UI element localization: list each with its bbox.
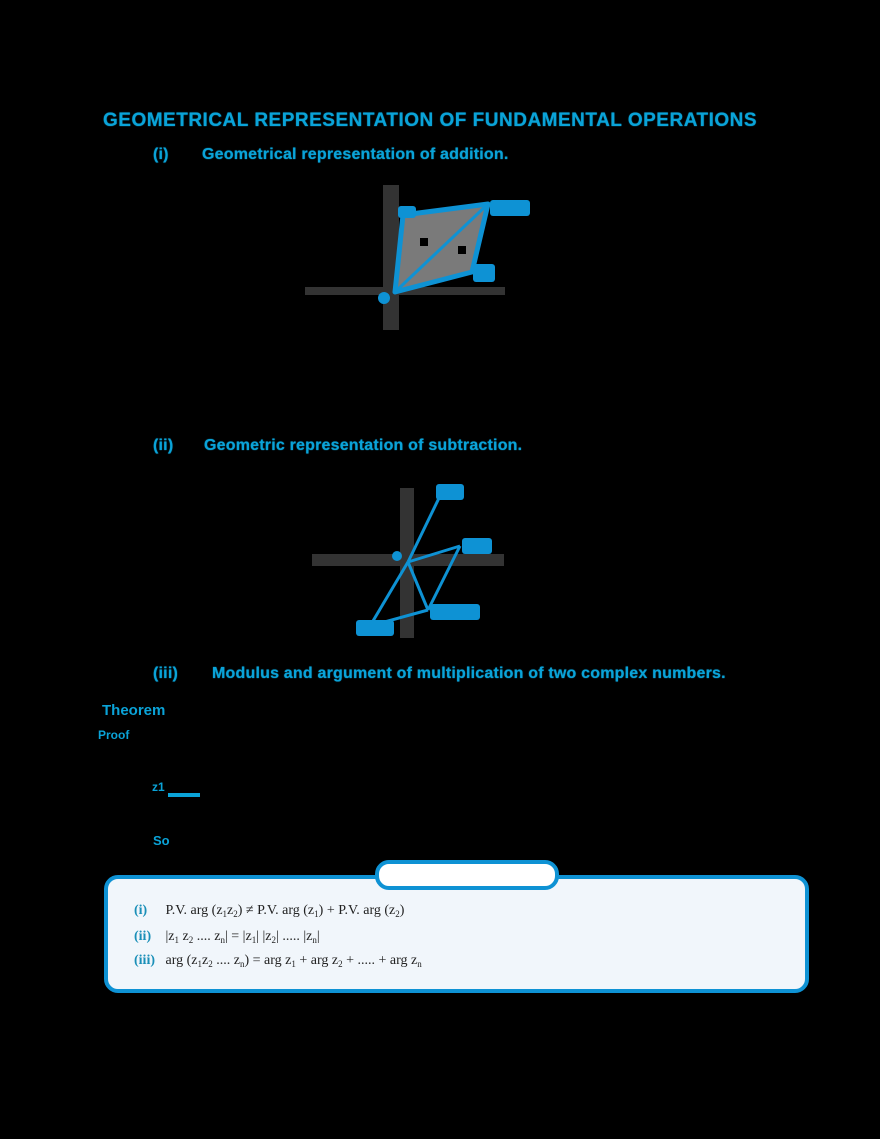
subsection-1-number: (i) [153, 146, 169, 163]
subsection-3-title: Modulus and argument of multiplication of two complex numbers. [212, 665, 726, 682]
proof-label: Proof [98, 728, 130, 742]
proof-fragment-z1: z1 [152, 780, 165, 794]
subsection-1-title: Geometrical representation of addition. [202, 146, 509, 163]
proof-fragment-line [168, 793, 200, 797]
p-label [462, 538, 492, 554]
note-tab [375, 860, 559, 890]
subsection-2-number: (ii) [153, 437, 174, 454]
origin-label [378, 292, 390, 304]
p-label [473, 264, 495, 282]
note-item-2-text: $|z_1$ $z_2$ .... $z_n| = |z_1|$ $|z_2|$ ..... $|z_n|$ [165, 929, 320, 945]
section-title: GEOMETRICAL REPRESENTATION OF FUNDAMENTAL OPERATIONS [103, 110, 758, 131]
note-item-1-label: (i) [134, 903, 148, 918]
theorem-heading: Theorem [102, 702, 166, 719]
note-item-2-label: (ii) [134, 929, 152, 944]
note-item-3-text: arg ($z_1z_2$ .... $z_n$) = arg $z_1$ + arg $z_2$ + ..... + arg $z_n$ [165, 953, 422, 969]
r-label [430, 604, 480, 620]
subsection-2-title: Geometric representation of subtraction. [204, 437, 523, 454]
note-item-1 [134, 903, 404, 919]
q-label [436, 484, 464, 500]
note-item-3 [134, 953, 422, 969]
subtraction-diagram [300, 478, 520, 643]
proof-fragment-so: So [153, 833, 170, 848]
note-item-3-label: (iii) [134, 953, 155, 968]
note-box [104, 875, 809, 993]
origin-label [392, 551, 402, 561]
r-label [490, 200, 530, 216]
note-item-1-text: P.V. arg $(z_1z_2) \ne P.V$. arg $(z_1) + P.V$. arg $(z_2)$ [165, 903, 405, 919]
note-item-2 [134, 929, 320, 945]
subsection-3-number: (iii) [153, 665, 178, 682]
neg-q-label [356, 620, 394, 636]
addition-diagram [300, 180, 550, 335]
q-label [398, 206, 416, 218]
